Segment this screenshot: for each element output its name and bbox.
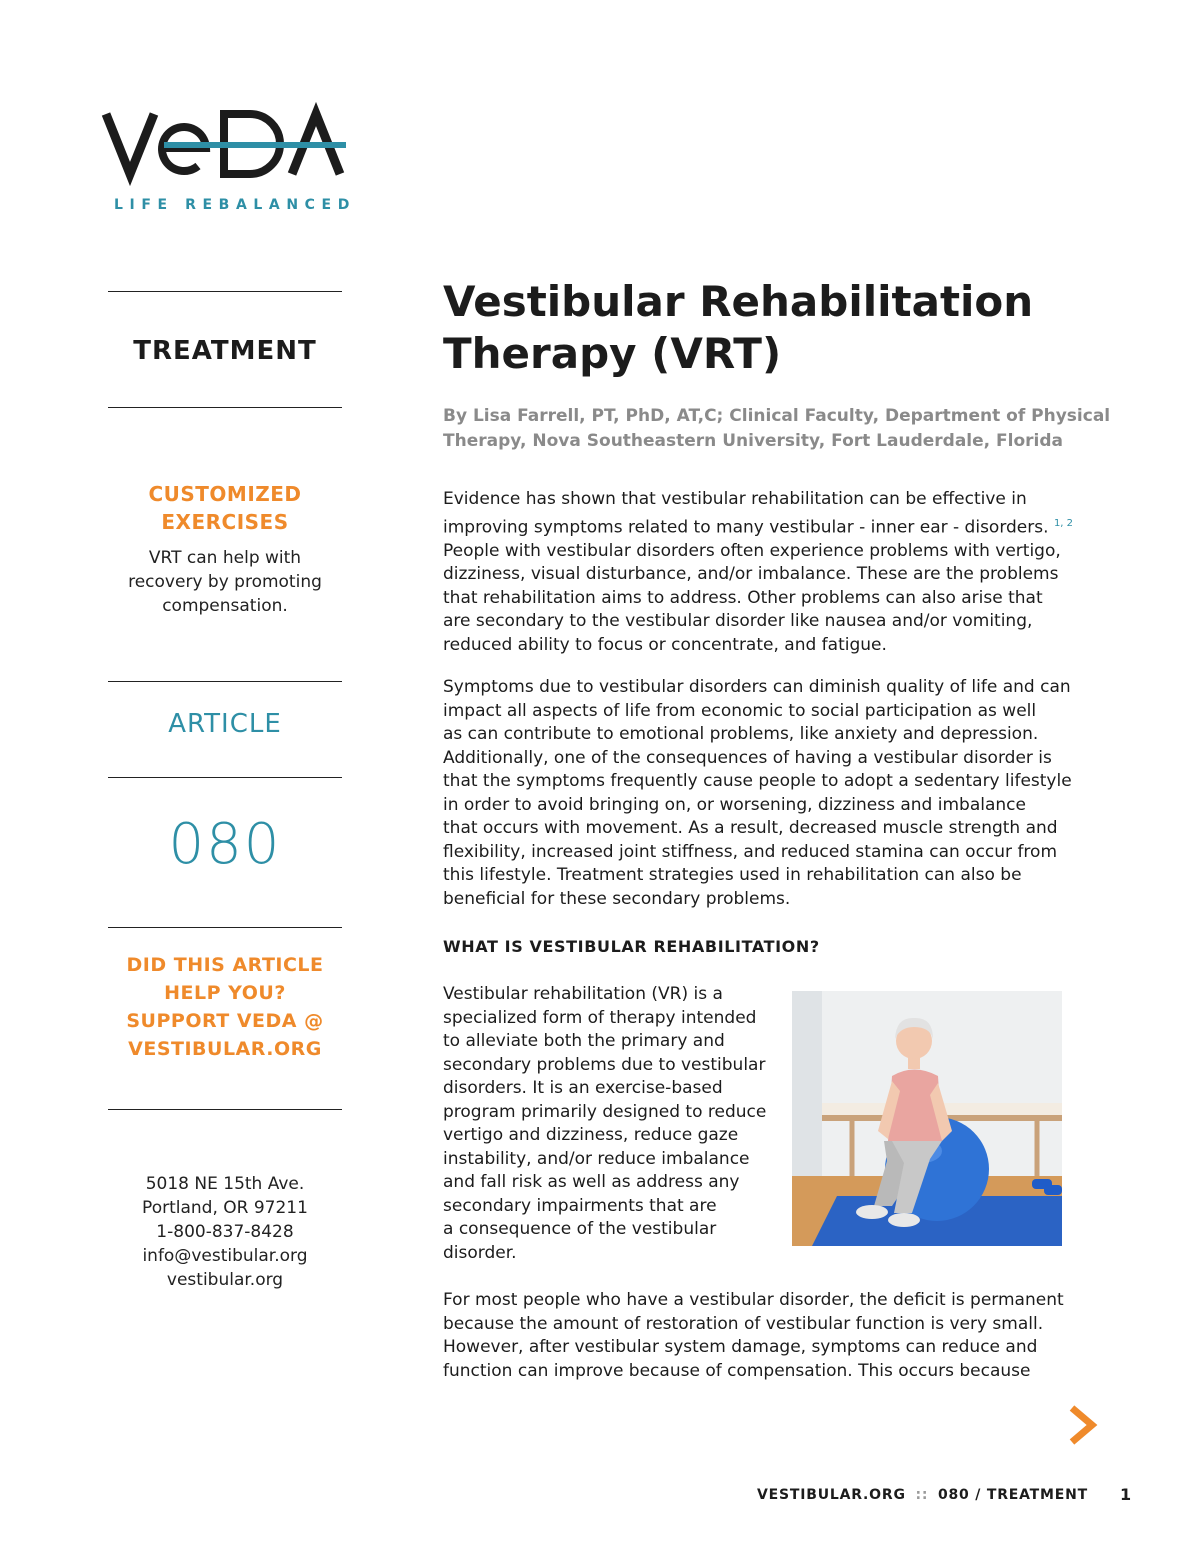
highlight-text-line: recovery by promoting xyxy=(128,572,322,592)
article-title-line: Therapy (VRT) xyxy=(443,329,782,378)
sidebar-divider xyxy=(108,681,342,682)
address-street: 5018 NE 15th Ave. xyxy=(145,1174,305,1194)
veda-logo xyxy=(100,100,360,220)
paragraph-line-text: improving symptoms related to many vestibular - inner ear - disorders. xyxy=(443,517,1049,538)
paragraph-line: that occurs with movement. As a result, decreased muscle strength and xyxy=(443,818,1058,838)
chevron-right-icon xyxy=(1066,1404,1098,1446)
paragraph-3 xyxy=(443,983,783,1265)
paragraph-line: beneficial for these secondary problems. xyxy=(443,888,791,909)
section-heading: WHAT IS VESTIBULAR REHABILITATION? xyxy=(443,937,820,956)
article-title xyxy=(443,276,1123,380)
paragraph-line: Vestibular rehabilitation (VR) is a xyxy=(443,984,723,1004)
paragraph-line: Additionally, one of the consequences of having a vestibular disorder is xyxy=(443,747,1052,768)
highlight-text-line: compensation. xyxy=(162,596,288,616)
paragraph-line: as can contribute to emotional problems, like anxiety and depression. xyxy=(443,724,1039,744)
footer-site[interactable]: VESTIBULAR.ORG xyxy=(756,1487,906,1503)
page-footer xyxy=(700,1487,1088,1503)
highlight-title-line: CUSTOMIZED xyxy=(148,482,302,506)
exercise-ball-photo xyxy=(792,991,1062,1246)
paragraph-line: disorders. It is an exercise-based xyxy=(443,1078,723,1098)
veda-wordmark xyxy=(100,100,360,190)
support-line: SUPPORT VEDA @ xyxy=(126,1010,324,1032)
paragraph-line: that rehabilitation aims to address. Other problems can also arise that xyxy=(443,587,1043,608)
article-label: ARTICLE xyxy=(168,709,282,739)
paragraph-line: that the symptoms frequently cause people to adopt a sedentary lifestyle xyxy=(443,771,1072,791)
support-link[interactable]: VESTIBULAR.ORG xyxy=(128,1038,322,1060)
paragraph-line: because the amount of restoration of vestibular function is very small. xyxy=(443,1313,1044,1334)
highlight-title xyxy=(108,480,342,536)
highlight-text xyxy=(108,546,342,618)
article-title-line: Vestibular Rehabilitation xyxy=(443,277,1034,326)
paragraph-line: this lifestyle. Treatment strategies used in rehabilitation can also be xyxy=(443,865,1022,885)
sidebar-divider xyxy=(108,927,342,928)
highlight-text-line: VRT can help with xyxy=(148,548,302,568)
paragraph-line: Symptoms due to vestibular disorders can diminish quality of life and can xyxy=(443,677,1071,697)
highlight-title-line: EXERCISES xyxy=(161,510,289,534)
paragraph-line: specialized form of therapy intended xyxy=(443,1007,757,1028)
paragraph-line: and fall risk as well as address any xyxy=(443,1172,740,1192)
paragraph-line: function can improve because of compensation. This occurs because xyxy=(443,1360,1031,1381)
citation[interactable]: 1, 2 xyxy=(1053,517,1074,529)
paragraph-4 xyxy=(443,1289,1103,1383)
website-link[interactable]: vestibular.org xyxy=(166,1270,284,1290)
address-city: Portland, OR 97211 xyxy=(142,1198,308,1218)
phone-number[interactable]: 1-800-837-8428 xyxy=(156,1222,294,1242)
paragraph-line: flexibility, increased joint stiffness, and reduced stamina can occur from xyxy=(443,841,1058,862)
email-link[interactable]: info@vestibular.org xyxy=(142,1246,308,1266)
paragraph-line: a consequence of the vestibular xyxy=(443,1219,717,1239)
support-line: DID THIS ARTICLE xyxy=(126,954,324,976)
paragraph-line: reduced ability to focus or concentrate, and fatigue. xyxy=(443,634,887,655)
paragraph-line: impact all aspects of life from economic to social participation as well xyxy=(443,700,1037,721)
sidebar-divider xyxy=(108,407,342,408)
support-line: HELP YOU? xyxy=(164,982,286,1004)
paragraph-line: are secondary to the vestibular disorder like nausea and/or vomiting, xyxy=(443,611,1033,632)
next-page-button[interactable] xyxy=(1066,1404,1098,1446)
sidebar-divider xyxy=(108,777,342,778)
paragraph-line: vertigo and dizziness, reduce gaze xyxy=(443,1125,739,1145)
paragraph-line: to alleviate both the primary and xyxy=(443,1031,725,1051)
contact-block xyxy=(108,1172,342,1292)
paragraph-line: disorder. xyxy=(443,1242,517,1263)
article-byline xyxy=(443,404,1123,454)
category-label: TREATMENT xyxy=(133,336,317,366)
paragraph-line: However, after vestibular system damage, symptoms can reduce and xyxy=(443,1337,1038,1357)
logo-tagline: LIFE REBALANCED xyxy=(114,197,356,213)
paragraph-line: instability, and/or reduce imbalance xyxy=(443,1148,750,1169)
paragraph-1 xyxy=(443,488,1103,657)
paragraph-line: program primarily designed to reduce xyxy=(443,1101,767,1122)
article-number: 080 xyxy=(168,812,282,877)
woman-on-exercise-ball-image xyxy=(792,991,1062,1246)
paragraph-2 xyxy=(443,676,1103,911)
footer-section: 080 / TREATMENT xyxy=(937,1487,1088,1503)
paragraph-line: Evidence has shown that vestibular rehabilitation can be effective in xyxy=(443,489,1027,509)
sidebar-divider xyxy=(108,1109,342,1110)
page-number: 1 xyxy=(1120,1485,1132,1504)
byline-line: By Lisa Farrell, PT, PhD, AT,C; Clinical Faculty, Department of Physical xyxy=(443,406,1111,426)
paragraph-line: secondary problems due to vestibular xyxy=(443,1054,766,1075)
support-callout[interactable] xyxy=(108,951,342,1063)
paragraph-line: People with vestibular disorders often experience problems with vertigo, xyxy=(443,540,1061,561)
footer-separator: :: xyxy=(915,1487,929,1503)
paragraph-line: secondary impairments that are xyxy=(443,1195,717,1216)
paragraph-line: For most people who have a vestibular disorder, the deficit is permanent xyxy=(443,1290,1064,1310)
byline-line: Therapy, Nova Southeastern University, Fort Lauderdale, Florida xyxy=(443,431,1064,451)
sidebar-divider xyxy=(108,291,342,292)
paragraph-line xyxy=(443,512,1103,540)
paragraph-line: in order to avoid bringing on, or worsening, dizziness and imbalance xyxy=(443,794,1026,815)
paragraph-line: dizziness, visual disturbance, and/or imbalance. These are the problems xyxy=(443,564,1059,585)
